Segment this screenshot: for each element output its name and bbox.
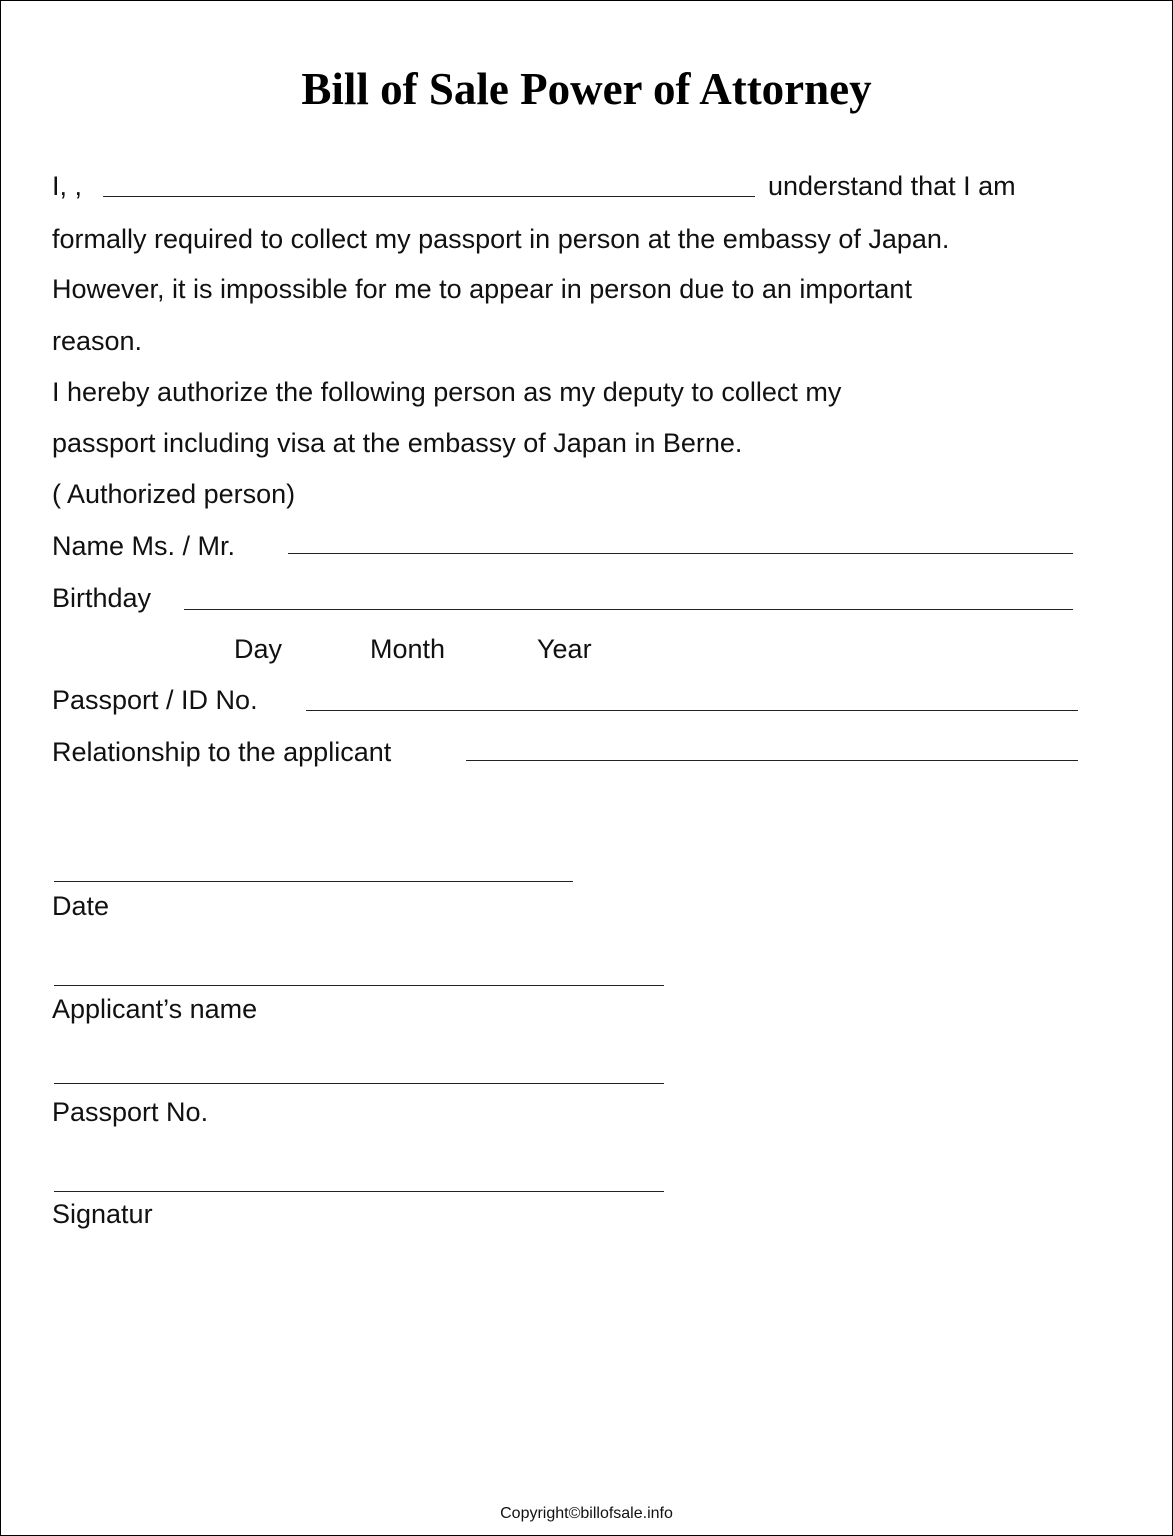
passport-id-label: Passport / ID No. <box>52 685 258 715</box>
day-label: Day <box>234 634 283 664</box>
copyright-footer: Copyright©billofsale.info <box>500 1505 673 1522</box>
authorized-person-heading: ( Authorized person) <box>52 479 296 509</box>
grantor-name-line[interactable] <box>103 196 755 197</box>
paragraph1-line: reason. <box>52 326 143 356</box>
paragraph2-line: passport including visa at the embassy of Japan in Berne. <box>52 428 743 458</box>
month-label: Month <box>370 634 446 664</box>
year-label: Year <box>537 634 592 664</box>
signature-line[interactable] <box>54 1191 664 1192</box>
applicant-name-label: Applicant’s name <box>52 994 258 1024</box>
relationship-line[interactable] <box>466 760 1078 761</box>
signature-label: Signatur <box>52 1199 153 1229</box>
paragraph1-line: formally required to collect my passport in person at the embassy of Japan. <box>52 224 950 254</box>
paragraph1-line: However, it is impossible for me to appear in person due to an important <box>52 274 912 304</box>
name-line[interactable] <box>288 553 1073 554</box>
birthday-line[interactable] <box>184 609 1073 610</box>
passport-no-label: Passport No. <box>52 1097 209 1127</box>
passport-no-line[interactable] <box>54 1083 664 1084</box>
birthday-label: Birthday <box>52 583 152 613</box>
paragraph2-line: I hereby authorize the following person as my deputy to collect my <box>52 377 842 407</box>
relationship-label: Relationship to the applicant <box>52 737 392 767</box>
intro-suffix: understand that I am <box>768 171 1016 201</box>
applicant-name-line[interactable] <box>54 985 664 986</box>
name-label: Name Ms. / Mr. <box>52 531 236 561</box>
date-label: Date <box>52 891 110 921</box>
date-line[interactable] <box>54 881 573 882</box>
intro-prefix: I, , <box>52 171 83 201</box>
document-title: Bill of Sale Power of Attorney <box>301 64 872 114</box>
passport-id-line[interactable] <box>306 710 1078 711</box>
